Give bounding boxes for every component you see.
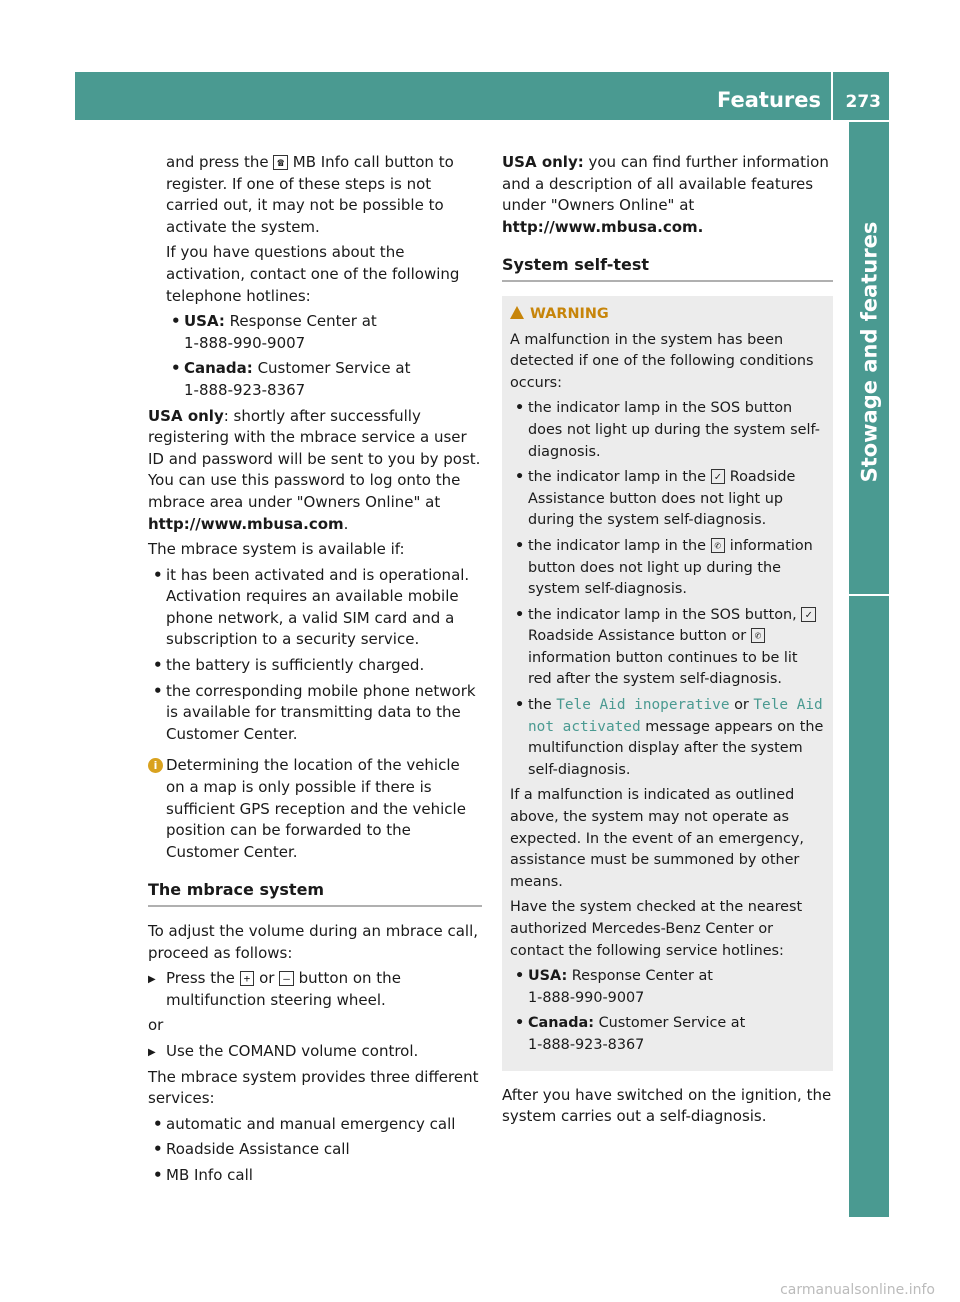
or-text: or — [148, 1016, 164, 1035]
phone-key-icon: ✆ — [711, 538, 726, 553]
footer-watermark: carmanualsonline.info — [780, 1282, 935, 1298]
page-header — [75, 72, 889, 120]
warning-consequence: If a malfunction is indicated as outlined above, the system may not operate as expected. In the event of an emergency, assistance must be summoned by other means. — [510, 787, 804, 890]
volume-intro: To adjust the volume during an mbrace call, proceed as follows: — [148, 922, 479, 962]
available-intro: The mbrace system is available if: — [148, 540, 405, 559]
warning-intro: A malfunction in the system has been detected if one of the following conditions occurs: — [510, 331, 814, 391]
service-item: • MB Info call — [148, 1165, 482, 1187]
services-intro: The mbrace system provides three different services: — [148, 1067, 479, 1108]
owners-online-link[interactable]: http://www.mbusa.com. — [502, 217, 704, 236]
warning-item: • the indicator lamp in the ✓ Roadside Assistance button does not light up during the system self-diagnosis. — [510, 467, 825, 532]
activation-questions: If you have questions about the activation, contact one of the following telephone hotlines: — [166, 243, 460, 305]
warning-icon — [510, 306, 524, 319]
section-heading: The mbrace system — [148, 879, 482, 907]
side-tab — [849, 122, 889, 1217]
available-item: • the battery is sufficiently charged. — [148, 655, 482, 677]
hotline-canada: • Canada: Customer Service at 1-888-923-8367 — [510, 1013, 825, 1056]
header-title: Features — [717, 88, 821, 112]
warning-item: • the indicator lamp in the SOS button does not light up during the system self-diagnosis. — [510, 398, 825, 463]
header-separator — [831, 72, 833, 120]
info-icon: i — [148, 758, 163, 773]
page-number: 273 — [845, 92, 881, 112]
left-column — [148, 152, 482, 1191]
hotline-usa: • USA: Response Center at 1-888-990-9007 — [148, 311, 482, 354]
plus-key-icon: + — [240, 971, 255, 986]
phone-key-icon: ☎ — [273, 155, 288, 170]
usa-only-right: USA only: you can find further information and a description of all available features under "Owners Online" at http://www.mbusa.com. — [502, 153, 829, 236]
step-comand-volume: ▶ Use the COMAND volume control. — [148, 1041, 482, 1063]
minus-key-icon: — — [279, 971, 294, 986]
side-tab-divider — [849, 594, 889, 596]
available-item: • it has been activated and is operational. Activation requires an available mobile phone network, a valid SIM card and a subscription to a security service. — [148, 565, 482, 651]
activation-text: and press the ☎ MB Info call button to register. If one of these steps is not carried out, it may not be possible to activate the system. — [166, 153, 454, 236]
warning-item: • the indicator lamp in the SOS button, ✓ Roadside Assistance button or ✆ information button continues to be lit red after the system self-diagnosis. — [510, 605, 825, 691]
usa-only-text: USA only: shortly after successfully registering with the mbrace service a user ID and password will be sent to you by post. You can use this password to log onto the mbrace area under "Owners Online" at http://www.mbusa.com. — [148, 406, 481, 533]
step-press-button: ▶ Press the + or — button on the multifunction steering wheel. — [148, 968, 482, 1011]
side-tab-label: Stowage and features — [857, 221, 882, 483]
warning-item: • the indicator lamp in the ✆ information button does not light up during the system self-diagnosis. — [510, 536, 825, 601]
info-note: i Determining the location of the vehicle on a map is only possible if there is sufficient GPS reception and the vehicle position can be forwarded to the Customer Center. — [148, 755, 482, 863]
available-item: • the corresponding mobile phone network is available for transmitting data to the Customer Center. — [148, 681, 482, 746]
display-message: Tele Aid not activated — [528, 697, 823, 735]
phone-key-icon: ✆ — [751, 628, 766, 643]
display-message: Tele Aid inoperative — [556, 697, 730, 714]
section-heading: System self-test — [502, 254, 833, 282]
hotline-canada: • Canada: Customer Service at 1-888-923-8367 — [148, 358, 482, 401]
roadside-wrench-icon: ✓ — [711, 469, 726, 484]
roadside-wrench-icon: ✓ — [801, 607, 816, 622]
right-column — [502, 152, 833, 1132]
service-item: • Roadside Assistance call — [148, 1139, 482, 1161]
warning-item: • the Tele Aid inoperative or Tele Aid not activated message appears on the multifunction display after the system self-diagnosis. — [510, 695, 825, 781]
service-item: • automatic and manual emergency call — [148, 1114, 482, 1136]
hotline-usa: • USA: Response Center at 1-888-990-9007 — [510, 966, 825, 1009]
warning-box — [502, 296, 833, 1071]
warning-service: Have the system checked at the nearest authorized Mercedes-Benz Center or contact the following service hotlines: — [510, 899, 803, 959]
owners-online-link[interactable]: http://www.mbusa.com — [148, 514, 344, 533]
self-diagnosis-text: After you have switched on the ignition, the system carries out a self-diagnosis. — [502, 1085, 832, 1126]
warning-title: WARNING — [510, 304, 825, 326]
